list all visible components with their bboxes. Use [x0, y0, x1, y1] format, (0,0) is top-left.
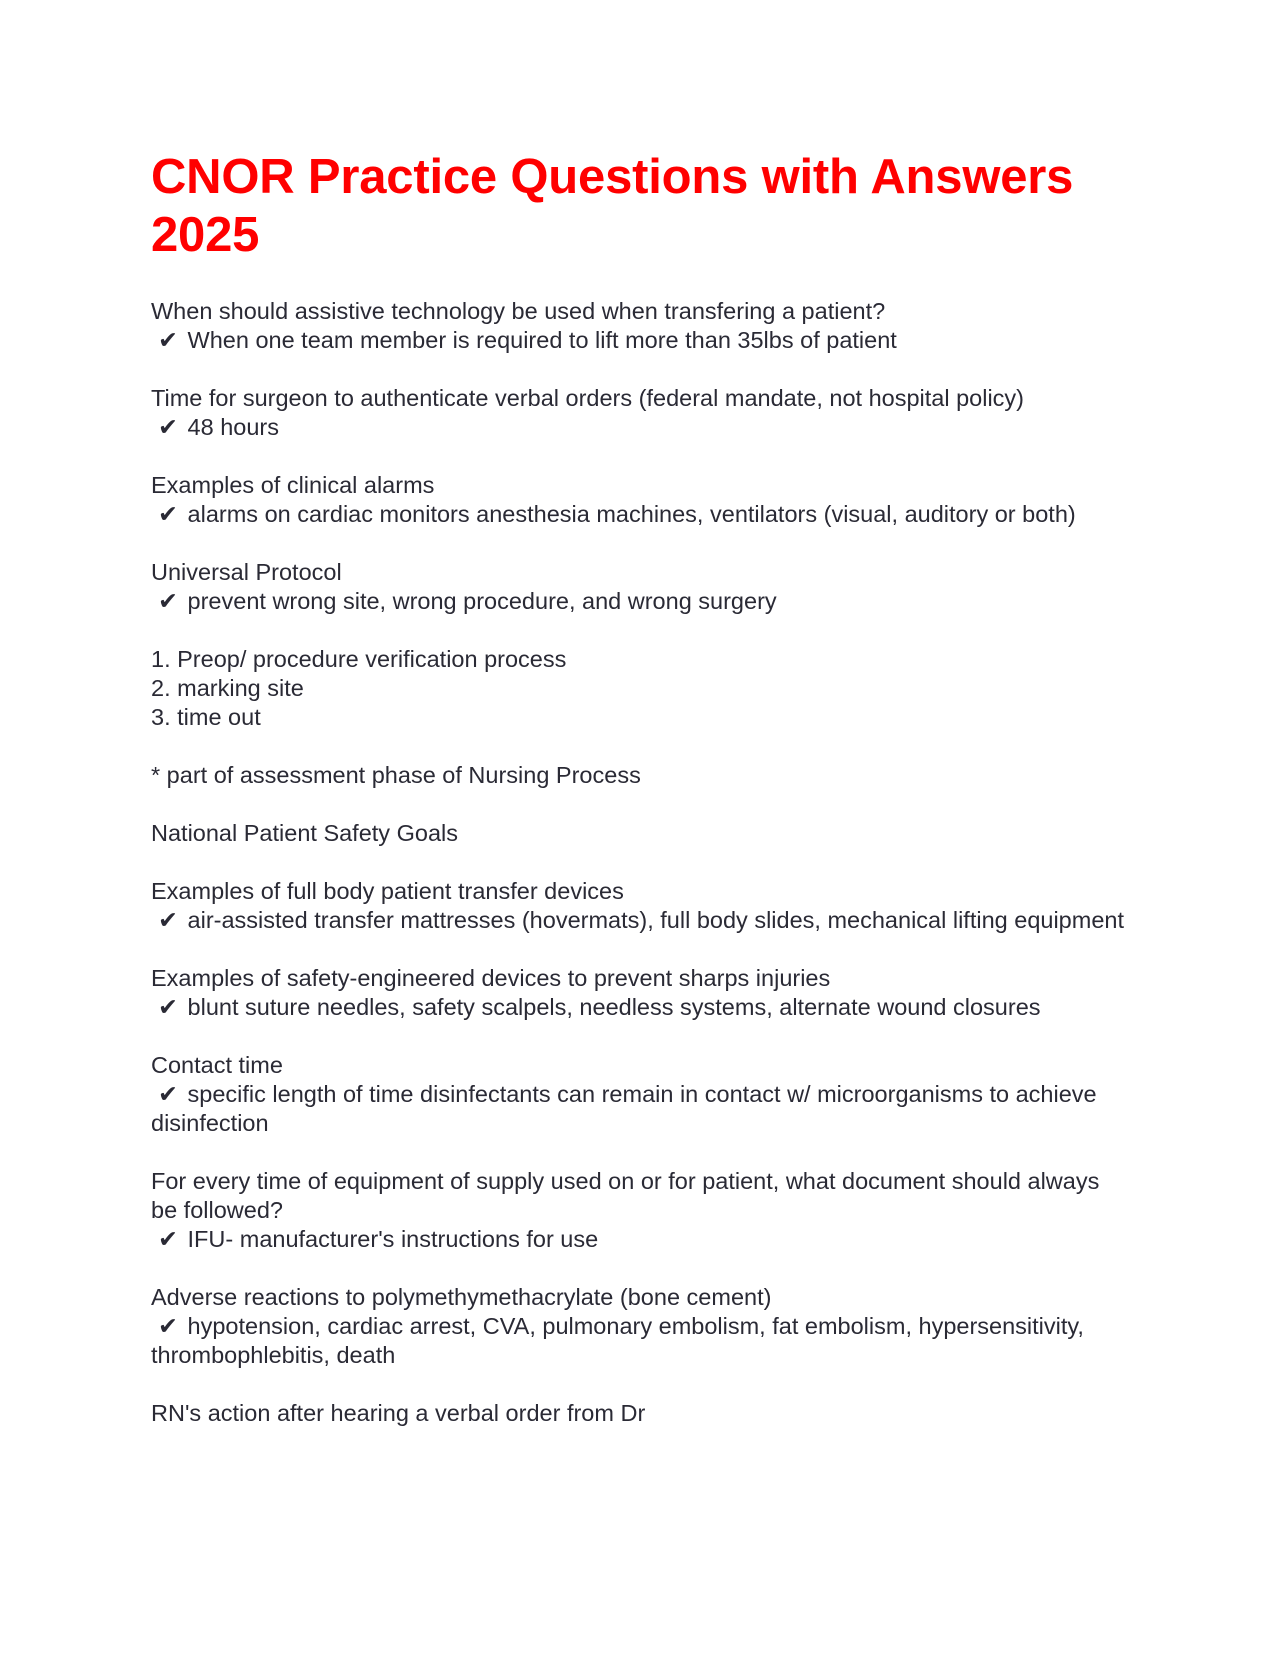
- list-item: 3. time out: [151, 704, 261, 730]
- list-item: 2. marking site: [151, 675, 304, 701]
- question-block: [151, 1399, 1131, 1428]
- answer-line: [151, 413, 1131, 442]
- answer-text: alarms on cardiac monitors anesthesia machines, ventilators (visual, auditory or both): [187, 501, 1076, 527]
- qa-block: [151, 558, 1131, 616]
- check-mark-icon: ✔: [158, 1313, 178, 1339]
- document-body: [151, 297, 1131, 1428]
- question-text: RN's action after hearing a verbal order from Dr: [151, 1400, 646, 1426]
- question-text: Examples of full body patient transfer devices: [151, 878, 624, 904]
- document-page: [151, 148, 1131, 1457]
- answer-text: 48 hours: [187, 414, 279, 440]
- answer-line: [151, 1080, 1131, 1138]
- answer-text: specific length of time disinfectants can remain in contact w/ microorganisms to achieve disinfection: [151, 1081, 1104, 1136]
- heading-block: [151, 819, 1131, 848]
- qa-block: [151, 964, 1131, 1022]
- answer-text: blunt suture needles, safety scalpels, needless systems, alternate wound closures: [187, 994, 1041, 1020]
- check-mark-icon: ✔: [158, 1226, 178, 1252]
- answer-line: [151, 1225, 1131, 1254]
- document-title: CNOR Practice Questions with Answers 2025: [151, 150, 1074, 262]
- qa-block: [151, 1167, 1131, 1254]
- answer-line: [151, 587, 1131, 616]
- question-text: Time for surgeon to authenticate verbal orders (federal mandate, not hospital policy): [151, 385, 1025, 411]
- question-text: When should assistive technology be used when transfering a patient?: [151, 298, 886, 324]
- check-mark-icon: ✔: [158, 327, 178, 353]
- note-text: * part of assessment phase of Nursing Process: [151, 762, 641, 788]
- question-text: Universal Protocol: [151, 559, 342, 585]
- note-block: [151, 761, 1131, 790]
- check-mark-icon: ✔: [158, 994, 178, 1020]
- qa-block: [151, 1051, 1131, 1138]
- question-text: Adverse reactions to polymethymethacrylate (bone cement): [151, 1284, 772, 1310]
- question-text: Contact time: [151, 1052, 283, 1078]
- question-text: For every time of equipment of supply used on or for patient, what document should always be followed?: [151, 1168, 1106, 1223]
- answer-text: IFU- manufacturer's instructions for use: [187, 1226, 599, 1252]
- answer-text: air-assisted transfer mattresses (hovermats), full body slides, mechanical lifting equipment: [187, 907, 1124, 933]
- qa-block: [151, 877, 1131, 935]
- qa-block: [151, 297, 1131, 355]
- list-item: 1. Preop/ procedure verification process: [151, 646, 567, 672]
- answer-text: hypotension, cardiac arrest, CVA, pulmonary embolism, fat embolism, hypersensitivity, thrombophlebitis, death: [151, 1313, 1091, 1368]
- check-mark-icon: ✔: [158, 414, 178, 440]
- section-text: National Patient Safety Goals: [151, 820, 458, 846]
- check-mark-icon: ✔: [158, 501, 178, 527]
- check-mark-icon: ✔: [158, 588, 178, 614]
- answer-line: [151, 326, 1131, 355]
- answer-line: [151, 1312, 1131, 1370]
- answer-text: prevent wrong site, wrong procedure, and wrong surgery: [187, 588, 777, 614]
- numbered-list: [151, 645, 1131, 732]
- question-text: Examples of clinical alarms: [151, 472, 435, 498]
- answer-line: [151, 906, 1131, 935]
- check-mark-icon: ✔: [158, 907, 178, 933]
- answer-text: When one team member is required to lift more than 35lbs of patient: [187, 327, 897, 353]
- qa-block: [151, 384, 1131, 442]
- answer-line: [151, 500, 1131, 529]
- question-text: Examples of safety-engineered devices to prevent sharps injuries: [151, 965, 831, 991]
- qa-block: [151, 1283, 1131, 1370]
- qa-block: [151, 471, 1131, 529]
- check-mark-icon: ✔: [158, 1081, 178, 1107]
- answer-line: [151, 993, 1131, 1022]
